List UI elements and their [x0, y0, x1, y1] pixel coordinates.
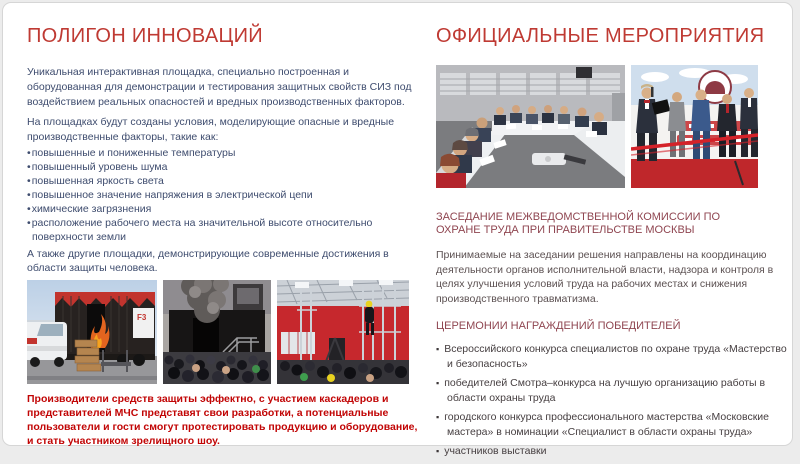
- photo-commission-meeting-illustration: [436, 65, 625, 188]
- photo-fire-trailer: [27, 280, 157, 384]
- award-item: ▪ городского конкурса профессионального мастерства «Московские мастера» в номинации «Специалист в области охраны труда»: [436, 410, 788, 439]
- photo-smoke-crowd: [163, 280, 271, 384]
- award-item: ▪ победителей Смотра–конкурса на лучшую организацию работы в области охраны труда: [436, 376, 788, 405]
- photo-height-work: [277, 280, 409, 384]
- hazard-item: • повышенные и пониженные температуры: [27, 146, 425, 160]
- awards-title: ЦЕРЕМОНИИ НАГРАЖДЕНИЙ ПОБЕДИТЕЛЕЙ: [436, 320, 681, 332]
- photo-commission-meeting: [436, 65, 625, 188]
- right-column: [436, 25, 788, 464]
- left-paragraph-intro: Уникальная интерактивная площадка, специально построенная и оборудованная для демонстрации и тестирования защитных свойств СИЗ под воздействием реальных опасностей и вредных производственных факторов.: [27, 66, 412, 108]
- brochure-card: [2, 2, 793, 457]
- left-photo-row: [27, 280, 425, 384]
- right-title: ОФИЦИАЛЬНЫЕ МЕРОПРИЯТИЯ: [436, 25, 765, 47]
- hazard-list: [27, 146, 425, 244]
- svg-text:F3: F3: [137, 313, 147, 322]
- photo-ribbon-cutting: [631, 65, 758, 188]
- hazard-item: • повышенное значение напряжения в электрической цепи: [27, 188, 425, 202]
- hazard-item: • повышенный уровень шума: [27, 160, 425, 174]
- photo-fire-trailer-illustration: [27, 280, 157, 384]
- commission-paragraph: Принимаемые на заседании решения направлены на координацию деятельности органов исполнительной власти, надзора и контроля в целях улучшения условий труда на рабочих местах и снижения производственного травматизма.: [436, 249, 774, 305]
- commission-subheading: ЗАСЕДАНИЕ МЕЖВЕДОМСТВЕННОЙ КОМИССИИ ПО ОХРАНЕ ТРУДА ПРИ ПРАВИТЕЛЬСТВЕ МОСКВЫ: [436, 211, 721, 236]
- hazard-item: • расположение рабочего места на значительной высоте относительно поверхности земли: [27, 216, 425, 244]
- left-paragraph-other: А также другие площадки, демонстрирующие современные достижения в области защиты человека.: [27, 248, 389, 274]
- award-item: ▪ участников выставки: [436, 444, 788, 459]
- hazard-item: • химические загрязнения: [27, 202, 425, 216]
- hazard-item: • повышенная яркость света: [27, 174, 425, 188]
- awards-list: [436, 342, 788, 459]
- photo-ribbon-cutting-illustration: [631, 65, 758, 188]
- photo-smoke-crowd-illustration: [163, 280, 271, 384]
- photo-height-work-illustration: [277, 280, 409, 384]
- left-column: [27, 25, 425, 448]
- award-item: ▪ Всероссийского конкурса специалистов по охране труда «Мастерство и безопасность»: [436, 342, 788, 371]
- left-footer-highlight: Производители средств защиты эффектно, с участием каскадеров и представителей МЧС представят свои разработки, а потенциальные пользователи и гости смогут протестировать продукцию и оборудование, и стать участником зрелищного шоу.: [27, 393, 418, 447]
- right-photo-row: [436, 65, 788, 188]
- left-title: ПОЛИГОН ИННОВАЦИЙ: [27, 25, 263, 47]
- left-paragraph-conditions: На площадках будут созданы условия, моделирующие опасные и вредные производственные факторы, такие как:: [27, 116, 395, 143]
